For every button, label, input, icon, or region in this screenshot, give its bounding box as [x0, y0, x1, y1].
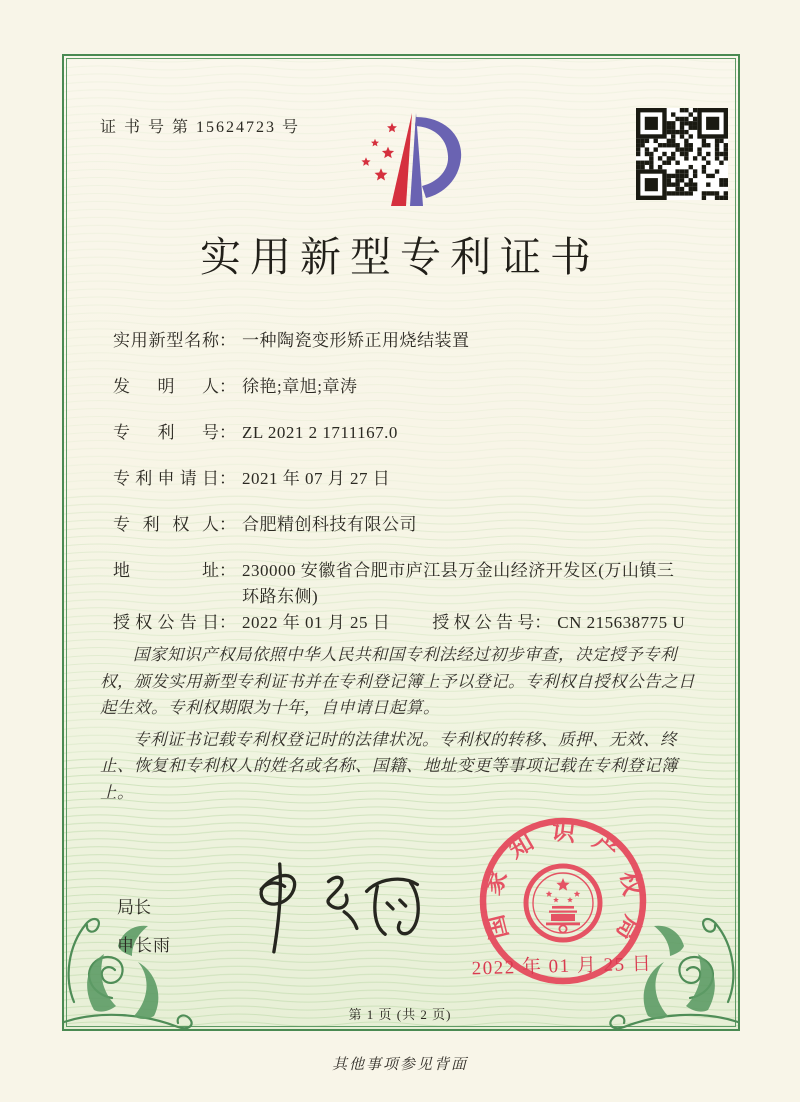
field-address: 地址： 230000 安徽省合肥市庐江县万金山经济开发区(万山镇三 环路东侧) [113, 558, 673, 610]
national-emblem-icon [526, 866, 600, 940]
footer-note: 其他事项参见背面 [331, 1057, 468, 1073]
certificate-title: 实用新型专利证书 [200, 234, 600, 280]
field-value: CN 215638775 U [557, 613, 686, 632]
field-filing-date: 专利申请日： 2021 年 07 月 27 日 [113, 466, 673, 492]
field-value: 一种陶瓷变形矫正用烧结装置 [242, 331, 470, 350]
director-name: 申长雨 [117, 936, 171, 955]
field-label: 实用新型名称 [113, 331, 219, 350]
field-label: 专利号 [113, 423, 219, 442]
field-value: 2022 年 01 月 25 日 [242, 613, 391, 632]
qr-code [636, 108, 728, 200]
field-value: 230000 安徽省合肥市庐江县万金山经济开发区(万山镇三 环路东侧) [242, 561, 675, 606]
field-value: 徐艳;章旭;章涛 [242, 377, 358, 396]
legal-paragraph-1: 国家知识产权局依照中华人民共和国专利法经过初步审查，决定授予专利权，颁发实用新型专利证书并在专利登记簿上予以登记。专利权自授权公告之日起生效。专利权期限为十年，自申请日起算。 [100, 645, 695, 717]
field-inventors: 发明人： 徐艳;章旭;章涛 [113, 374, 673, 400]
cnipa-logo-icon [342, 110, 477, 213]
field-value: 合肥精创科技有限公司 [242, 515, 417, 534]
director-signature [228, 850, 433, 958]
legal-text [100, 642, 702, 806]
field-label: 地址 [113, 561, 219, 580]
field-label: 授权公告号 [432, 613, 535, 632]
seal-date: 2022 年 01 月 25 日 [471, 953, 653, 980]
certificate-number: 证 书 号 第 15624723 号 [100, 119, 301, 136]
field-label: 专利权人 [113, 515, 219, 534]
field-label: 授权公告日 [113, 613, 219, 632]
field-utility-model-name: 实用新型名称： 一种陶瓷变形矫正用烧结装置 [113, 328, 673, 354]
field-list [113, 328, 686, 656]
field-grant-date-and-number: 授权公告日： 2022 年 01 月 25 日 授权公告号： CN 215638775 U [113, 610, 673, 636]
field-value: 2021 年 07 月 27 日 [242, 469, 391, 488]
field-label: 专利申请日 [113, 469, 219, 488]
field-patentee: 专利权人： 合肥精创科技有限公司 [113, 512, 673, 538]
field-value: ZL 2021 2 1711167.0 [242, 423, 398, 442]
director-title: 局长 [117, 898, 151, 917]
seal-agency-text: 国家知识产权局 [478, 818, 648, 959]
field-patent-number: 专利号： ZL 2021 2 1711167.0 [113, 420, 673, 446]
field-label: 发明人 [113, 377, 219, 396]
signoff-block [117, 893, 171, 956]
legal-paragraph-2: 专利证书记载专利权登记时的法律状况。专利权的转移、质押、无效、终止、恢复和专利权人的姓名或名称、国籍、地址变更等事项记载在专利登记簿上。 [100, 729, 678, 802]
page-number: 第 1 页 (共 2 页) [348, 1007, 452, 1022]
